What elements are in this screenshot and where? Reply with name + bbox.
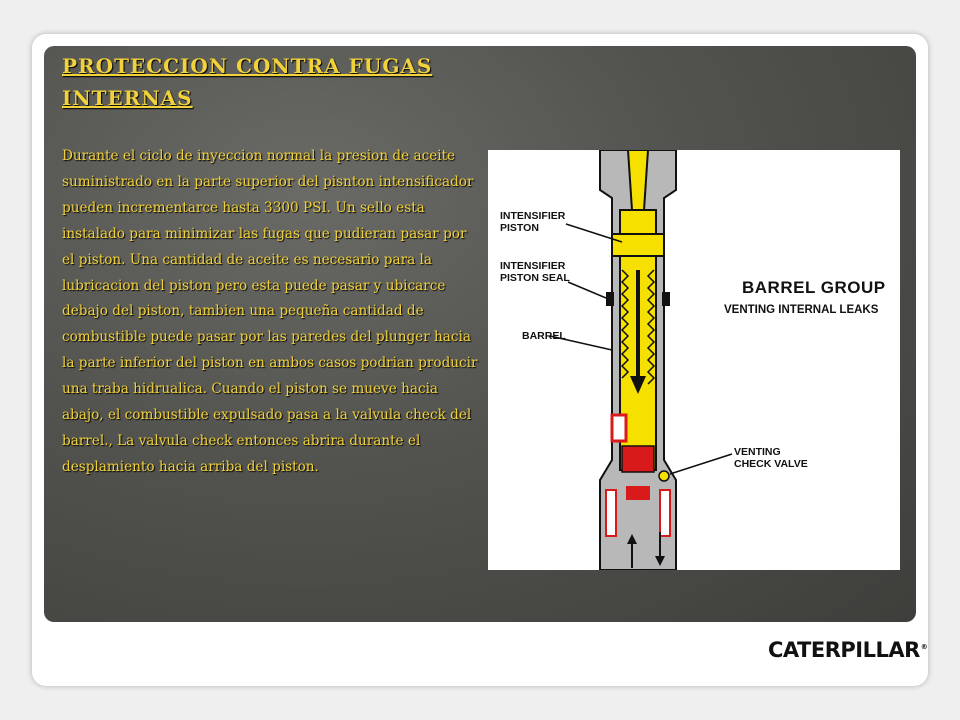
barrel-group-diagram [488, 150, 900, 570]
figure-subtitle: VENTING INTERNAL LEAKS [724, 304, 879, 316]
registered-mark: ® [920, 643, 928, 651]
label-venting-check-valve: VENTING CHECK VALVE [734, 446, 808, 470]
check-ball [659, 471, 669, 481]
label-intensifier-piston: INTENSIFIER PISTON [500, 210, 566, 234]
slide-title: PROTECCION CONTRA FUGAS INTERNAS [62, 54, 433, 110]
fuel-chamber [622, 446, 654, 472]
piston-seal-left [606, 292, 614, 306]
oil-inlet [628, 150, 648, 210]
figure-title: BARREL GROUP [742, 278, 886, 297]
slide-body-text: Durante el ciclo de inyeccion normal la presion de aceite suministrado en la parte superior del pisnton intensificador pueden incrementarce hasta 3300 PSI. Un sello esta instalado para minimizar las fugas que pudieran pasar por el piston. Una cantidad de aceite es necesario para la lubricacion del piston pero esta puede pasar y ubicarce debajo del piston, tambien una pequeña cantidad de combustible puede pasar por las paredes del plunger hacia la parte inferior del piston en ambos casos podrian producir una traba hidrualica. Cuando el piston se mueve hacia abajo, el combustible expulsado pasa a la valvula check del barrel., La valvula check entonces abrira durante el desplamiento hacia arriba del piston. [62, 148, 478, 475]
piston-head [612, 234, 664, 256]
piston-seal-right [662, 292, 670, 306]
caterpillar-logo [768, 638, 927, 662]
logo-text: CATERPILLAR [768, 638, 920, 662]
label-barrel: BARREL [522, 330, 566, 342]
check-passage [612, 415, 626, 441]
label-intensifier-piston-seal: INTENSIFIER PISTON SEAL [500, 260, 570, 284]
